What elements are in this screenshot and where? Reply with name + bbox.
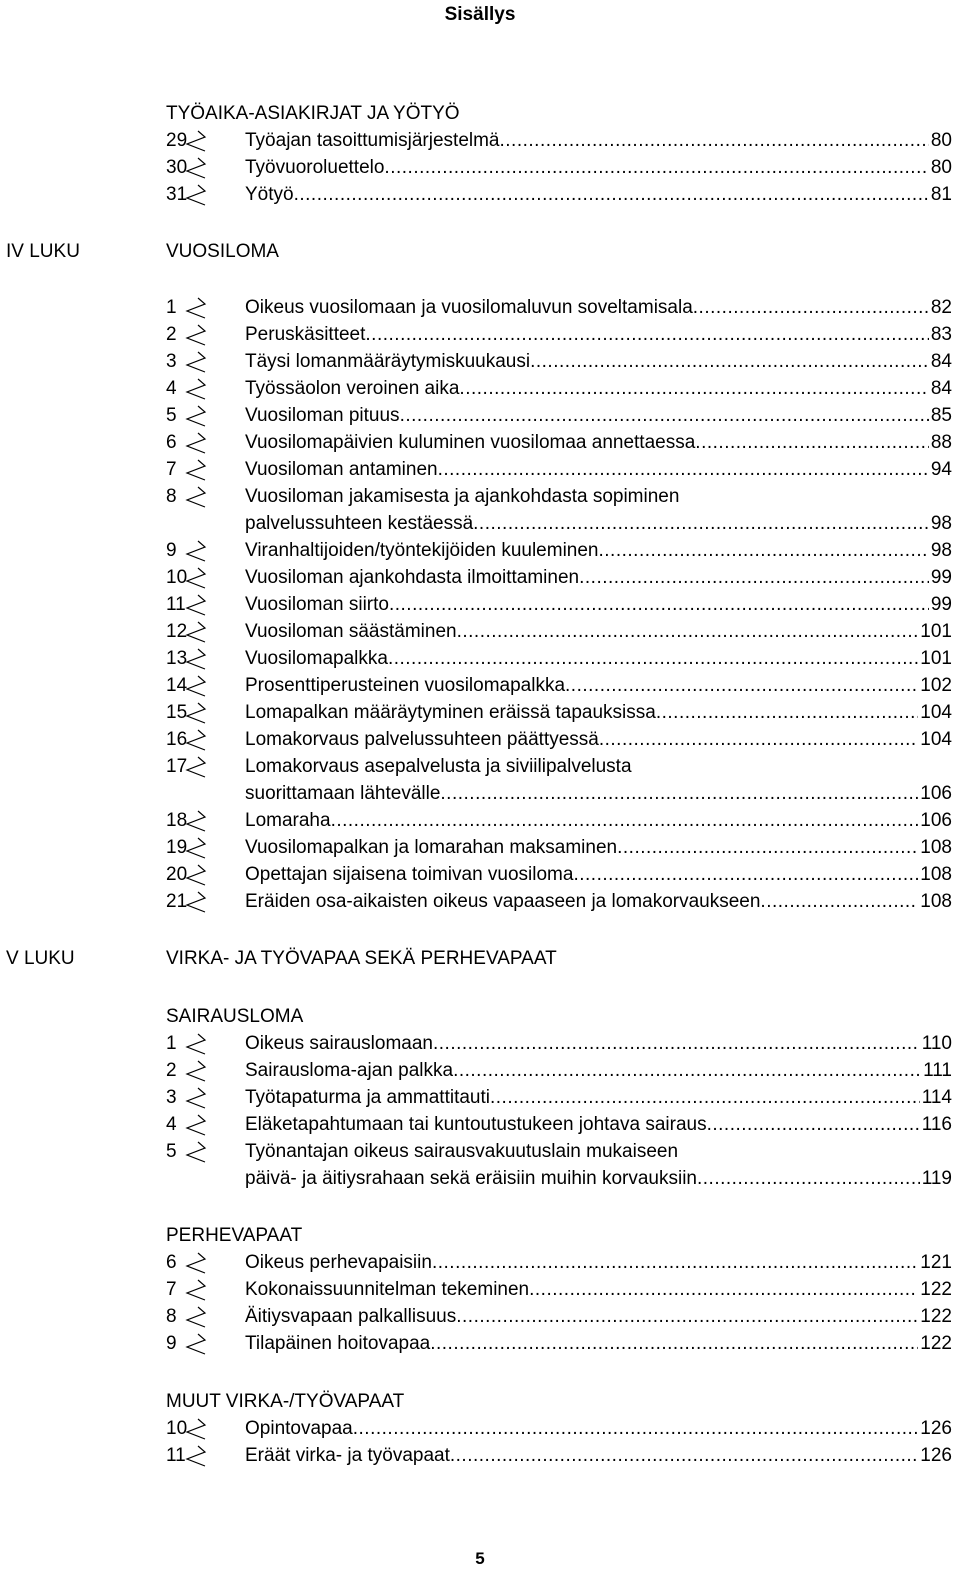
toc-entry bbox=[0, 1138, 960, 1166]
section-number: 10 bbox=[166, 567, 188, 588]
entry-title: Vuosilomapäivien kuluminen vuosilomaa annettaessa bbox=[245, 432, 696, 453]
dot-leader bbox=[599, 726, 918, 754]
section-number: 2 bbox=[166, 324, 177, 345]
section-number: 17 bbox=[166, 756, 188, 777]
dot-leader bbox=[389, 591, 929, 619]
dot-leader bbox=[294, 181, 929, 209]
entry-title-link[interactable] bbox=[245, 1330, 952, 1358]
toc-entry-continuation bbox=[0, 1165, 960, 1193]
entry-title: Tilapäinen hoitovapaa bbox=[245, 1333, 431, 1354]
section-number: 20 bbox=[166, 864, 188, 885]
section-sign-icon bbox=[184, 1059, 208, 1083]
entry-title-link[interactable] bbox=[245, 1415, 952, 1443]
toc-heading-text: MUUT VIRKA-/TYÖVAPAAT bbox=[166, 1391, 405, 1412]
entry-title-link[interactable] bbox=[245, 807, 952, 835]
entry-title-link[interactable] bbox=[245, 753, 952, 781]
toc-entry bbox=[0, 537, 960, 565]
section-sign-icon bbox=[184, 1332, 208, 1356]
section-sign-icon bbox=[184, 809, 208, 833]
section-number: 8 bbox=[166, 1306, 177, 1327]
entry-title-link[interactable] bbox=[245, 537, 952, 565]
section-number: 9 bbox=[166, 540, 177, 561]
toc-entry-continuation bbox=[0, 780, 960, 808]
section-sign-icon bbox=[184, 431, 208, 455]
section-sign-icon bbox=[184, 701, 208, 725]
entry-title: Työvuoroluettelo bbox=[245, 157, 385, 178]
section-number: 1 bbox=[166, 297, 177, 318]
entry-title: Työnantajan oikeus sairausvakuutuslain mukaiseen bbox=[245, 1141, 679, 1162]
chapter-title: VUOSILOMA bbox=[166, 241, 279, 262]
entry-title: Viranhaltijoiden/työntekijöiden kuuleminen bbox=[245, 540, 599, 561]
entry-title: Oikeus sairauslomaan bbox=[245, 1033, 433, 1054]
toc-entry bbox=[0, 402, 960, 430]
page-ref: 114 bbox=[921, 1087, 952, 1108]
dot-leader bbox=[529, 1276, 918, 1304]
entry-title: Työajan tasoittumisjärjestelmä bbox=[245, 130, 500, 151]
page-ref: 108 bbox=[920, 891, 952, 912]
toc-entry bbox=[0, 1415, 960, 1443]
entry-title-link[interactable] bbox=[245, 1084, 952, 1112]
section-sign-icon bbox=[184, 1417, 208, 1441]
entry-title-link[interactable] bbox=[245, 181, 952, 209]
section-sign-icon bbox=[184, 1086, 208, 1110]
entry-title-link[interactable] bbox=[245, 645, 952, 673]
toc-entry bbox=[0, 154, 960, 182]
section-sign-icon bbox=[184, 1444, 208, 1468]
section-sign-icon bbox=[184, 593, 208, 617]
dot-leader bbox=[400, 402, 929, 430]
entry-title-link[interactable] bbox=[245, 861, 952, 889]
entry-title-link[interactable] bbox=[245, 1057, 952, 1085]
entry-title: Lomakorvaus asepalvelusta ja siviilipalvelusta bbox=[245, 756, 632, 777]
toc-entry bbox=[0, 834, 960, 862]
page-ref: 101 bbox=[920, 621, 952, 642]
dot-leader bbox=[450, 1442, 918, 1470]
toc-entry bbox=[0, 1057, 960, 1085]
toc-entry bbox=[0, 1084, 960, 1112]
dot-leader bbox=[388, 645, 918, 673]
entry-title: Peruskäsitteet bbox=[245, 324, 366, 345]
entry-title: Vuosiloman siirto bbox=[245, 594, 389, 615]
entry-title: Vuosilomapalkka bbox=[245, 648, 388, 669]
page-ref: 122 bbox=[920, 1333, 952, 1354]
toc-chapter bbox=[0, 238, 960, 266]
entry-title: Täysi lomanmääräytymiskuukausi bbox=[245, 351, 531, 372]
dot-leader bbox=[760, 888, 918, 916]
entry-title: Eläketapahtumaan tai kuntoutustukeen johtava sairaus bbox=[245, 1114, 707, 1135]
toc-entry bbox=[0, 1111, 960, 1139]
section-sign-icon bbox=[184, 323, 208, 347]
toc-entry bbox=[0, 753, 960, 781]
page-ref: 81 bbox=[930, 184, 952, 205]
dot-leader bbox=[599, 537, 929, 565]
section-number: 13 bbox=[166, 648, 188, 669]
page-ref: 108 bbox=[920, 837, 952, 858]
section-sign-icon bbox=[184, 890, 208, 914]
section-number: 8 bbox=[166, 486, 177, 507]
entry-title-link[interactable] bbox=[245, 456, 952, 484]
entry-title: Sairausloma-ajan palkka bbox=[245, 1060, 454, 1081]
section-sign-icon bbox=[184, 1140, 208, 1164]
section-number: 3 bbox=[166, 1087, 177, 1108]
section-sign-icon bbox=[184, 674, 208, 698]
dot-leader bbox=[430, 1330, 918, 1358]
entry-title-link[interactable] bbox=[245, 1030, 952, 1058]
dot-leader bbox=[500, 127, 929, 155]
entry-title-link[interactable] bbox=[245, 672, 952, 700]
page-ref: 126 bbox=[920, 1445, 952, 1466]
entry-title: Kokonaissuunnitelman tekeminen bbox=[245, 1279, 530, 1300]
entry-title-link[interactable] bbox=[245, 294, 952, 322]
entry-title: Vuosiloman pituus bbox=[245, 405, 400, 426]
section-number: 1 bbox=[166, 1033, 177, 1054]
entry-title: Prosenttiperusteinen vuosilomapalkka bbox=[245, 675, 566, 696]
entry-title: päivä- ja äitiysrahaan sekä eräisiin muihin korvauksiin bbox=[245, 1168, 697, 1189]
section-number: 6 bbox=[166, 1252, 177, 1273]
entry-title-link[interactable] bbox=[245, 1442, 952, 1470]
page-ref: 104 bbox=[920, 729, 952, 750]
entry-title-link[interactable] bbox=[245, 699, 952, 727]
section-sign-icon bbox=[184, 404, 208, 428]
page-ref: 122 bbox=[920, 1306, 952, 1327]
section-number: 31 bbox=[166, 184, 188, 205]
dot-leader bbox=[457, 618, 919, 646]
section-sign-icon bbox=[184, 1278, 208, 1302]
dot-leader bbox=[490, 1084, 920, 1112]
section-sign-icon bbox=[184, 1305, 208, 1329]
toc-entry bbox=[0, 456, 960, 484]
dot-leader bbox=[565, 672, 918, 700]
page-ref: 108 bbox=[920, 864, 952, 885]
page-title: Sisällys bbox=[444, 4, 516, 25]
section-sign-icon bbox=[184, 377, 208, 401]
entry-title: Vuosiloman säästäminen bbox=[245, 621, 457, 642]
toc-heading-text: PERHEVAPAAT bbox=[166, 1225, 303, 1246]
entry-title: suorittamaan lähtevälle bbox=[245, 783, 441, 804]
page-ref: 106 bbox=[920, 783, 952, 804]
toc-entry bbox=[0, 127, 960, 155]
entry-title-link[interactable] bbox=[245, 154, 952, 182]
toc-entry bbox=[0, 1030, 960, 1058]
entry-title-link[interactable] bbox=[245, 402, 952, 430]
entry-title: Työtapaturma ja ammattitauti bbox=[245, 1087, 490, 1108]
entry-title: palvelussuhteen kestäessä bbox=[245, 513, 474, 534]
section-sign-icon bbox=[184, 183, 208, 207]
dot-leader bbox=[579, 564, 929, 592]
section-sign-icon bbox=[184, 1113, 208, 1137]
dot-leader bbox=[433, 1030, 920, 1058]
section-sign-icon bbox=[184, 485, 208, 509]
toc-entry bbox=[0, 1276, 960, 1304]
toc-entry bbox=[0, 564, 960, 592]
dot-leader bbox=[697, 1165, 920, 1193]
toc-entry bbox=[0, 672, 960, 700]
section-number: 5 bbox=[166, 405, 177, 426]
section-number: 6 bbox=[166, 432, 177, 453]
entry-title: Yötyö bbox=[245, 184, 294, 205]
page-ref: 80 bbox=[930, 130, 952, 151]
page-ref: 122 bbox=[920, 1279, 952, 1300]
entry-title-link[interactable] bbox=[245, 1303, 952, 1331]
toc-entry bbox=[0, 321, 960, 349]
entry-title-link[interactable] bbox=[245, 1165, 952, 1193]
section-sign-icon bbox=[184, 728, 208, 752]
page-ref: 121 bbox=[920, 1252, 952, 1273]
dot-leader bbox=[707, 1111, 920, 1139]
page-ref: 106 bbox=[920, 810, 952, 831]
entry-title-link[interactable] bbox=[245, 564, 952, 592]
dot-leader bbox=[365, 321, 928, 349]
dot-leader bbox=[353, 1415, 919, 1443]
entry-title: Vuosiloman jakamisesta ja ajankohdasta sopiminen bbox=[245, 486, 680, 507]
toc-entry bbox=[0, 645, 960, 673]
section-number: 19 bbox=[166, 837, 188, 858]
dot-leader bbox=[432, 1249, 918, 1277]
toc-heading bbox=[0, 1003, 960, 1031]
toc-entry bbox=[0, 699, 960, 727]
toc-entry bbox=[0, 348, 960, 376]
section-sign-icon bbox=[184, 620, 208, 644]
page-ref: 102 bbox=[920, 675, 952, 696]
section-number: 7 bbox=[166, 459, 177, 480]
entry-title: Lomaraha bbox=[245, 810, 331, 831]
toc-entry bbox=[0, 483, 960, 511]
entry-title-link[interactable] bbox=[245, 888, 952, 916]
page-ref: 116 bbox=[921, 1114, 952, 1135]
section-sign-icon bbox=[184, 566, 208, 590]
entry-title-link[interactable] bbox=[245, 127, 952, 155]
entry-title-link[interactable] bbox=[245, 348, 952, 376]
entry-title: Vuosiloman ajankohdasta ilmoittaminen bbox=[245, 567, 580, 588]
dot-leader bbox=[693, 294, 929, 322]
section-sign-icon bbox=[184, 1032, 208, 1056]
page-ref: 126 bbox=[920, 1418, 952, 1439]
entry-title-link[interactable] bbox=[245, 591, 952, 619]
entry-title-link[interactable] bbox=[245, 1249, 952, 1277]
page-ref: 119 bbox=[921, 1168, 952, 1189]
section-sign-icon bbox=[184, 836, 208, 860]
section-number: 11 bbox=[166, 594, 186, 615]
section-number: 29 bbox=[166, 130, 188, 151]
toc-entry bbox=[0, 181, 960, 209]
toc-entry bbox=[0, 1330, 960, 1358]
section-sign-icon bbox=[184, 296, 208, 320]
toc-entry bbox=[0, 429, 960, 457]
toc-chapter bbox=[0, 945, 960, 973]
toc-entry bbox=[0, 294, 960, 322]
section-number: 11 bbox=[166, 1445, 186, 1466]
toc-heading bbox=[0, 1388, 960, 1416]
entry-title: Opintovapaa bbox=[245, 1418, 353, 1439]
entry-title-link[interactable] bbox=[245, 618, 952, 646]
section-number: 7 bbox=[166, 1279, 177, 1300]
entry-title-link[interactable] bbox=[245, 321, 952, 349]
section-number: 18 bbox=[166, 810, 188, 831]
entry-title: Työssäolon veroinen aika bbox=[245, 378, 460, 399]
entry-title-link[interactable] bbox=[245, 375, 952, 403]
page-ref: 98 bbox=[930, 513, 952, 534]
dot-leader bbox=[456, 1303, 918, 1331]
page-ref: 85 bbox=[930, 405, 952, 426]
page-ref: 99 bbox=[930, 567, 952, 588]
entry-title: Eräiden osa-aikaisten oikeus vapaaseen ja lomakorvaukseen bbox=[245, 891, 761, 912]
entry-title-link[interactable] bbox=[245, 780, 952, 808]
section-sign-icon bbox=[184, 755, 208, 779]
entry-title-link[interactable] bbox=[245, 1138, 952, 1166]
toc-heading bbox=[0, 1222, 960, 1250]
section-sign-icon bbox=[184, 1251, 208, 1275]
toc-entry bbox=[0, 591, 960, 619]
toc-heading bbox=[0, 100, 960, 128]
page-ref: 84 bbox=[930, 351, 952, 372]
entry-title-link[interactable] bbox=[245, 429, 952, 457]
toc-entry bbox=[0, 1303, 960, 1331]
entry-title-link[interactable] bbox=[245, 483, 952, 511]
dot-leader bbox=[656, 699, 918, 727]
chapter-title: VIRKA- JA TYÖVAPAA SEKÄ PERHEVAPAAT bbox=[166, 948, 557, 969]
dot-leader bbox=[440, 780, 918, 808]
page-ref: 98 bbox=[930, 540, 952, 561]
entry-title: Oikeus vuosilomaan ja vuosilomaluvun soveltamisala bbox=[245, 297, 693, 318]
page-ref: 99 bbox=[930, 594, 952, 615]
page-ref: 111 bbox=[923, 1060, 952, 1081]
toc-entry bbox=[0, 618, 960, 646]
entry-title: Vuosilomapalkan ja lomarahan maksaminen bbox=[245, 837, 618, 858]
section-number: 4 bbox=[166, 1114, 177, 1135]
section-number: 30 bbox=[166, 157, 188, 178]
section-number: 10 bbox=[166, 1418, 188, 1439]
dot-leader bbox=[573, 861, 918, 889]
dot-leader bbox=[530, 348, 929, 376]
section-sign-icon bbox=[184, 458, 208, 482]
entry-title: Opettajan sijaisena toimivan vuosiloma bbox=[245, 864, 574, 885]
section-number: 3 bbox=[166, 351, 177, 372]
section-number: 2 bbox=[166, 1060, 177, 1081]
dot-leader bbox=[438, 456, 929, 484]
entry-title: Vuosiloman antaminen bbox=[245, 459, 438, 480]
page-ref: 110 bbox=[921, 1033, 952, 1054]
section-number: 9 bbox=[166, 1333, 177, 1354]
toc-entry bbox=[0, 1442, 960, 1470]
dot-leader bbox=[453, 1057, 921, 1085]
entry-title: Lomakorvaus palvelussuhteen päättyessä bbox=[245, 729, 599, 750]
entry-title: Lomapalkan määräytyminen eräissä tapauksissa bbox=[245, 702, 656, 723]
page-ref: 84 bbox=[930, 378, 952, 399]
section-number: 21 bbox=[166, 891, 188, 912]
section-sign-icon bbox=[184, 350, 208, 374]
entry-title: Eräät virka- ja työvapaat bbox=[245, 1445, 450, 1466]
entry-title: Äitiysvapaan palkallisuus bbox=[245, 1306, 457, 1327]
page-ref: 80 bbox=[930, 157, 952, 178]
chapter-label: V LUKU bbox=[6, 948, 75, 969]
page-ref: 83 bbox=[930, 324, 952, 345]
section-number: 4 bbox=[166, 378, 177, 399]
toc-entry bbox=[0, 861, 960, 889]
entry-title-link[interactable] bbox=[245, 1111, 952, 1139]
toc-entry bbox=[0, 375, 960, 403]
entry-title-link[interactable] bbox=[245, 834, 952, 862]
section-sign-icon bbox=[184, 156, 208, 180]
section-number: 14 bbox=[166, 675, 188, 696]
toc-heading-text: TYÖAIKA-ASIAKIRJAT JA YÖTYÖ bbox=[166, 103, 460, 124]
section-number: 5 bbox=[166, 1141, 177, 1162]
dot-leader bbox=[695, 429, 929, 457]
section-sign-icon bbox=[184, 863, 208, 887]
entry-title: Oikeus perhevapaisiin bbox=[245, 1252, 432, 1273]
toc-entry bbox=[0, 888, 960, 916]
toc-heading-text: SAIRAUSLOMA bbox=[166, 1006, 304, 1027]
section-number: 12 bbox=[166, 621, 188, 642]
page-ref: 94 bbox=[930, 459, 952, 480]
dot-leader bbox=[617, 834, 918, 862]
dot-leader bbox=[473, 510, 929, 538]
entry-title-link[interactable] bbox=[245, 726, 952, 754]
section-sign-icon bbox=[184, 539, 208, 563]
dot-leader bbox=[331, 807, 919, 835]
toc-entry bbox=[0, 807, 960, 835]
dot-leader bbox=[384, 154, 928, 182]
section-sign-icon bbox=[184, 129, 208, 153]
chapter-label: IV LUKU bbox=[6, 241, 80, 262]
page-ref: 104 bbox=[920, 702, 952, 723]
toc-entry bbox=[0, 1249, 960, 1277]
toc-entry bbox=[0, 726, 960, 754]
entry-title-link[interactable] bbox=[245, 510, 952, 538]
page-ref: 88 bbox=[930, 432, 952, 453]
page-ref: 101 bbox=[920, 648, 952, 669]
page-number: 5 bbox=[475, 1549, 485, 1568]
section-sign-icon bbox=[184, 647, 208, 671]
page-ref: 82 bbox=[930, 297, 952, 318]
section-number: 16 bbox=[166, 729, 188, 750]
entry-title-link[interactable] bbox=[245, 1276, 952, 1304]
section-number: 15 bbox=[166, 702, 188, 723]
toc-entry-continuation bbox=[0, 510, 960, 538]
dot-leader bbox=[459, 375, 928, 403]
